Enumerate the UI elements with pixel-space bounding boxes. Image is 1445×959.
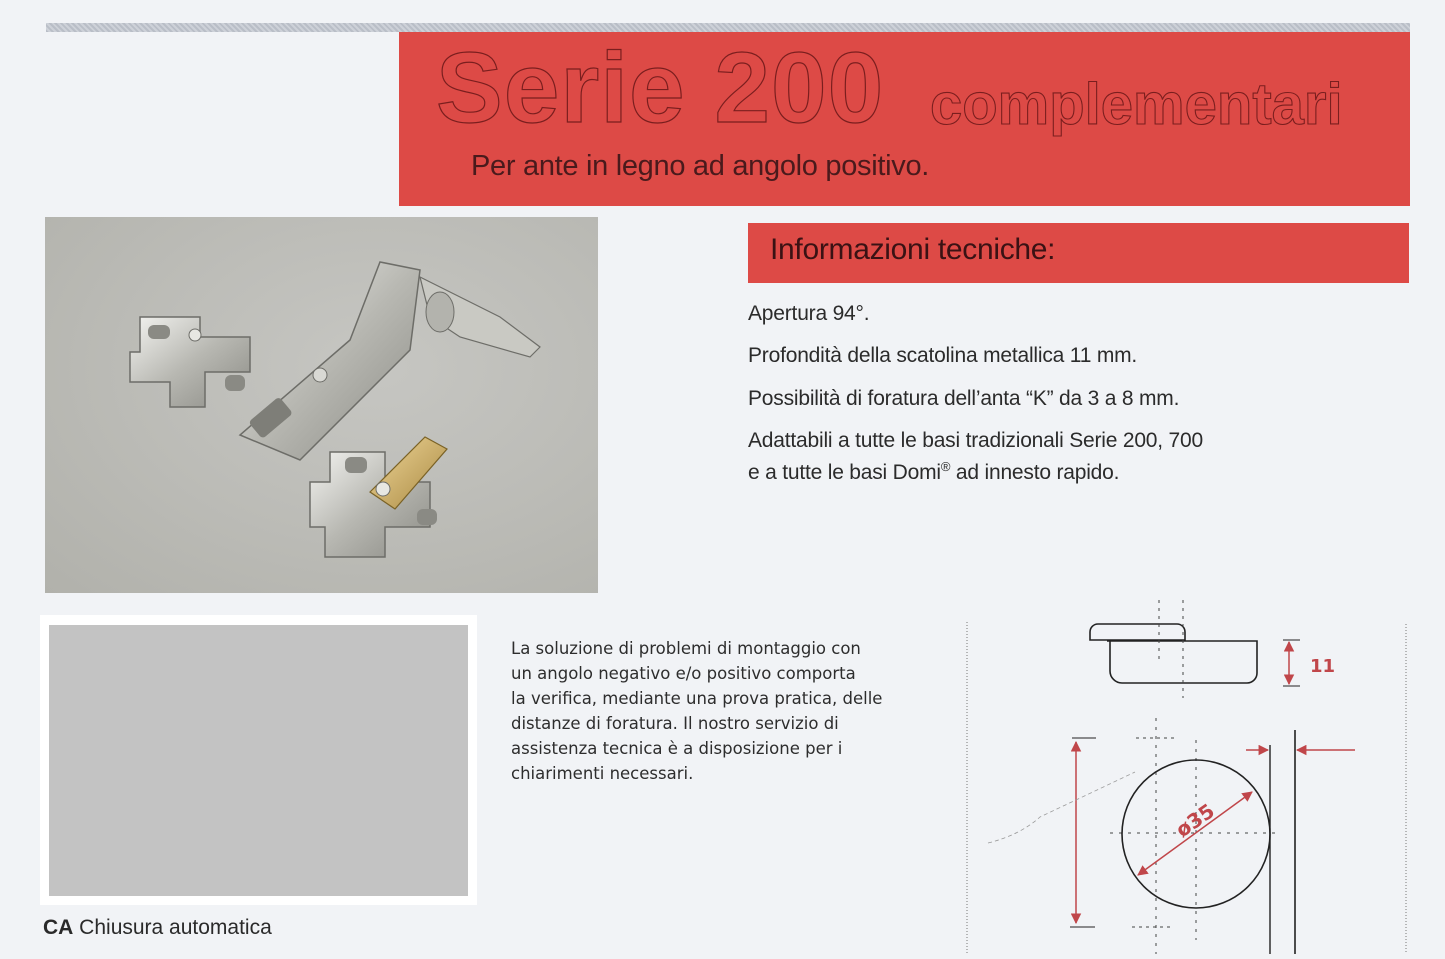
note-line: chiarimenti necessari. [511, 764, 694, 783]
series-subtitle: complementari [930, 72, 1343, 137]
hinge-illustration-icon [45, 217, 598, 593]
note-line: distanze di foratura. Il nostro servizio di [511, 714, 839, 733]
cup-profile [1090, 624, 1257, 683]
note-line: la verifica, mediante una prova pratica, delle [511, 689, 883, 708]
diameter-label: ø35 [1171, 798, 1219, 843]
cup-depth-label: 11 [1310, 656, 1336, 677]
spec-opening-angle: Apertura 94°. [748, 302, 870, 325]
note-line: un angolo negativo e/o positivo comporta [511, 664, 856, 683]
series-title: Serie 200 [436, 32, 885, 144]
spec-compatible-bases-continued [748, 459, 1119, 485]
caption-automatic-closing [43, 916, 272, 940]
registered-mark: ® [940, 459, 951, 474]
image-placeholder [49, 625, 468, 896]
caption-label: Chiusura automatica [73, 916, 272, 939]
product-photo [45, 217, 598, 593]
spec-compatible-bases: Adattabili a tutte le basi tradizionali Serie 200, 700 [748, 429, 1203, 452]
tagline: Per ante in legno ad angolo positivo. [471, 150, 930, 182]
technical-drawing [960, 600, 1445, 954]
spec-continuation-suffix: ad innesto rapido. [950, 461, 1120, 484]
image-placeholder-frame [40, 615, 477, 905]
technical-info-header [748, 223, 1409, 283]
note-line: assistenza tecnica è a disposizione per i [511, 739, 843, 758]
hinge-arm [240, 262, 540, 460]
note-line: La soluzione di problemi di montaggio con [511, 639, 861, 658]
mounting-note [511, 636, 941, 786]
top-divider-rule [46, 23, 1410, 32]
technical-info-heading: Informazioni tecniche: [770, 233, 1056, 266]
caption-code: CA [43, 916, 74, 939]
mounting-plate-right [310, 437, 447, 557]
spec-cup-depth: Profondità della scatolina metallica 11 mm. [748, 344, 1138, 367]
spec-continuation-prefix: e a tutte le basi Domi [748, 461, 941, 484]
mounting-plate-left [130, 317, 250, 407]
spec-drilling-distance: Possibilità di foratura dell’anta “K” da 3 a 8 mm. [748, 387, 1180, 410]
